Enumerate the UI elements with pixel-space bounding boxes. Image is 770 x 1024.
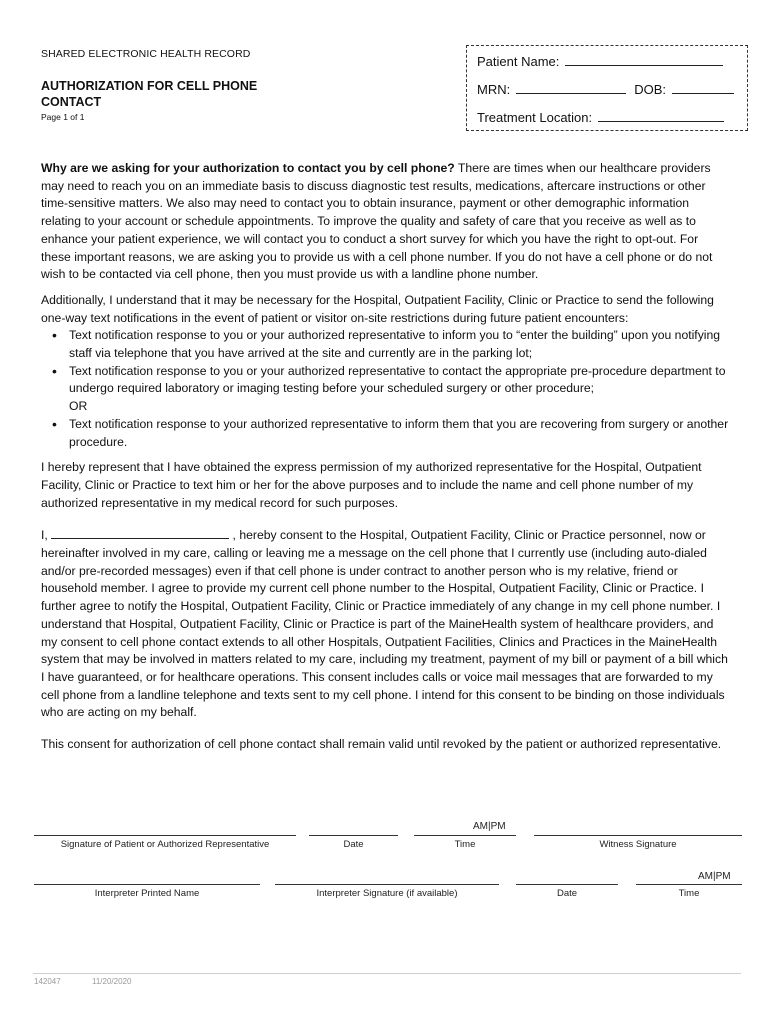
interpreter-name-line[interactable] <box>34 884 260 885</box>
interpreter-signature-label: Interpreter Signature (if available) <box>316 888 458 899</box>
interpreter-signature-line[interactable] <box>275 884 499 885</box>
paragraph-why: Why are we asking for your authorization to contact you by cell phone? There are times when our healthcare providers may need to reach you on an immediate basis to discuss diagnostic test results, medications, aftercare instructions or other time-sensitive matters. We also may need to contact you to obtain insurance, payment or other demographic information relating to your account or schedule appointments. To improve the quality and safety of care that you receive as well as to enhance your patient experience, we will contact you to conduct a short survey for which you have the right to opt-out. For these important reasons, we are asking you to provide us with a cell phone number. If you do not have a cell phone or do not wish to be contacted via cell phone, then you must provide us with a landline phone number. <box>41 161 713 282</box>
patient-info-box <box>466 45 748 131</box>
time-label: Time <box>454 839 476 850</box>
consent-name-field[interactable] <box>51 526 229 539</box>
patient-name-field[interactable] <box>565 51 723 66</box>
form-title: AUTHORIZATION FOR CELL PHONE CONTACT <box>41 79 258 109</box>
footer-divider <box>33 973 741 974</box>
interpreter-name-label: Interpreter Printed Name <box>94 888 200 899</box>
time-label: Time <box>678 888 700 899</box>
patient-signature-label: Signature of Patient or Authorized Representative <box>60 839 270 850</box>
paragraph-additionally: Additionally, I understand that it may be necessary for the Hospital, Outpatient Facility, Clinic or Practice to send the following one-way text notifications in the event of patient or visitor on-site restrictions during future patient encounters: <box>41 292 714 325</box>
paragraph-consent: I, , hereby consent to the Hospital, Outpatient Facility, Clinic or Practice personnel, now or hereinafter involved in my care, calling or leaving me a message on the cell phone that I currently use (including auto-dialed and/or pre-recorded messages) even if that cell phone is under contract to another person who is my relative, friend or household member. I agree to provide my current cell phone number to the Hospital, Outpatient Facility, Clinic or Practice. I further agree to notify the Hospital, Outpatient Facility, Clinic or Practice immediately of any change in my cell phone number. I understand that Hospital, Outpatient Facility, Clinic or Practice is part of the MaineHealth system of healthcare providers, and my consent to cell phone contact extends to all other Hospitals, Outpatient Facilities, Clinics and Practices in the MaineHealth system that may be involved in matters related to my care, including my treatment, payment of my bill or payment of a bill which I have guaranteed, or for healthcare operations. This consent includes calls or voice mail messages that are forwarded to my cell phone from a landline telephone and texts sent to my cell phone. I intend for this consent to be binding on those individuals who are acting on my behalf. <box>41 528 728 720</box>
list-item: • Text notification response to you or your authorized representative to contact the appropriate pre-procedure department to undergo required laboratory or imaging testing before your scheduled surgery or other procedure; <box>69 363 731 398</box>
form-number: 142047 <box>34 977 61 986</box>
time-line[interactable] <box>414 835 516 836</box>
why-heading: Why are we asking for your authorization to contact you by cell phone? <box>41 161 455 175</box>
patient-name-label: Patient Name: <box>477 54 560 69</box>
ampm-label: AM|PM <box>473 821 506 832</box>
dob-label: DOB: <box>634 82 667 97</box>
notification-list <box>41 327 731 398</box>
paragraph-validity: This consent for authorization of cell phone contact shall remain valid until revoked by the patient or authorized representative. <box>41 737 722 752</box>
or-text: OR <box>69 399 88 414</box>
patient-signature-line[interactable] <box>34 835 296 836</box>
mrn-label: MRN: <box>477 82 511 97</box>
list-item: • Text notification response to you or your authorized representative to inform you to “enter the building” upon you notifying staff via telephone that you have arrived at the site and currently are in the parking lot; <box>69 327 731 362</box>
date-line[interactable] <box>309 835 398 836</box>
mrn-field[interactable] <box>516 79 626 94</box>
consent-body <box>41 160 731 762</box>
date-line[interactable] <box>516 884 618 885</box>
date-label: Date <box>556 888 578 899</box>
form-date: 11/20/2020 <box>92 977 132 986</box>
notification-list-2 <box>41 416 731 451</box>
record-title: SHARED ELECTRONIC HEALTH RECORD <box>41 48 251 60</box>
witness-signature-label: Witness Signature <box>599 839 677 850</box>
witness-signature-line[interactable] <box>534 835 742 836</box>
page-number: Page 1 of 1 <box>41 112 85 122</box>
dob-field[interactable] <box>672 79 734 94</box>
date-label: Date <box>343 839 364 850</box>
time-line[interactable] <box>636 884 742 885</box>
treatment-location-field[interactable] <box>598 107 724 122</box>
ampm-label: AM|PM <box>698 871 731 882</box>
form-header <box>41 48 441 122</box>
paragraph-represent: I hereby represent that I have obtained the express permission of my authorized representative for the Hospital, Outpatient Facility, Clinic or Practice to text him or her for the above purposes and to include the name and cell phone number of my authorized representative in my medical record for such purposes. <box>41 460 702 510</box>
treatment-location-label: Treatment Location: <box>477 110 593 125</box>
list-item: • Text notification response to your authorized representative to inform them that you are recovering from surgery or another procedure. <box>69 416 731 451</box>
